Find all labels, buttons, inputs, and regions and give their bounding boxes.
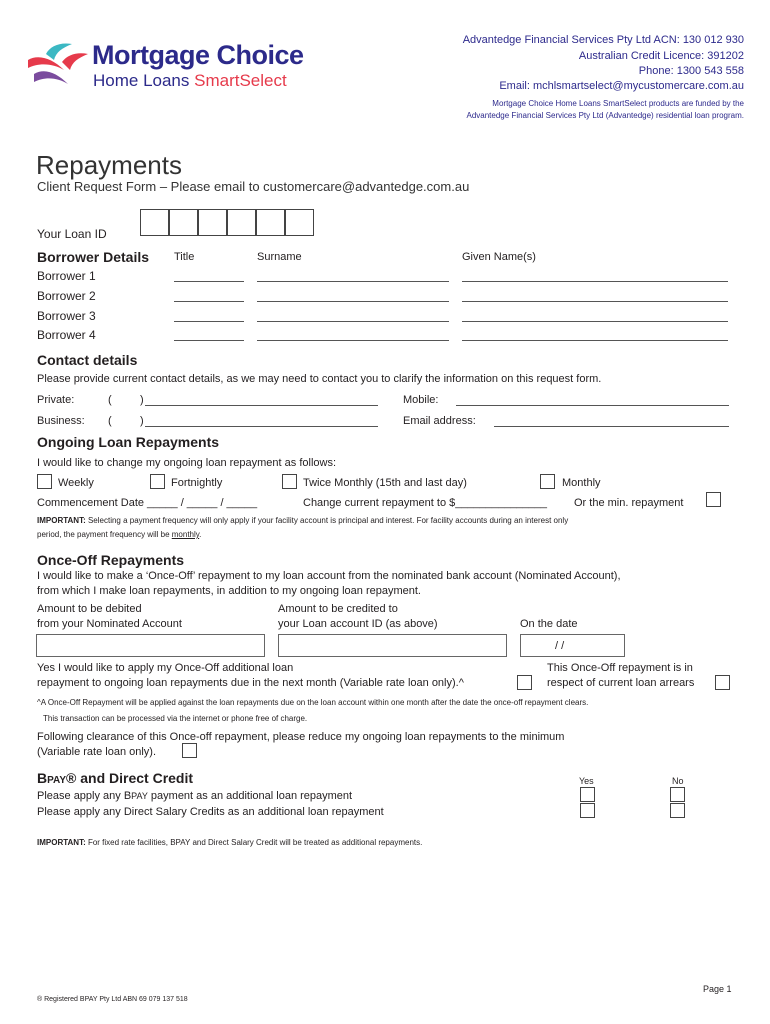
twice-monthly-checkbox[interactable] [282,474,297,489]
ongoing-heading: Ongoing Loan Repayments [37,434,220,450]
logo-subtitle: Home Loans SmartSelect [93,71,287,90]
registered-note: ® Registered BPAY Pty Ltd ABN 69 079 137 518 [37,996,188,1003]
header-note-1: Mortgage Choice Home Loans SmartSelect products are funded by the [492,99,744,108]
header-licence: Australian Credit Licence: 391202 [578,50,744,62]
fortnightly-checkbox[interactable] [150,474,165,489]
logo-brand: Mortgage Choice [92,40,304,70]
internet-note: This transaction can be processed via the internet or phone free of charge. [43,714,308,723]
bpay-important: IMPORTANT: For fixed rate facilities, BPAY and Direct Salary Credit will be treated as additional repayments. [37,838,423,847]
caret-note: ^A Once-Off Repayment will be applied against the loan repayments due on the loan account within one month after the date the once-off repayment clears. [37,698,589,707]
arrears-label-2: respect of current loan arrears [547,677,695,689]
loan-id-cell[interactable] [256,209,285,236]
private-paren-open: ( [108,394,112,406]
private-phone-field[interactable] [145,405,378,406]
min-repayment-label: Or the min. repayment [574,497,684,509]
title-field[interactable] [174,321,244,322]
col-given-names: Given Name(s) [462,251,536,263]
given-names-field[interactable] [462,281,728,282]
title-field[interactable] [174,281,244,282]
commencement-date-field[interactable]: Commencement Date _____ / _____ / _____ [37,497,258,509]
page-subtitle: Client Request Form – Please email to customercare@advantedge.com.au [37,179,470,194]
surname-field[interactable] [257,281,449,282]
fortnightly-label: Fortnightly [171,477,223,489]
loan-id-cell[interactable] [198,209,227,236]
date-input[interactable] [520,634,625,657]
monthly-checkbox[interactable] [540,474,555,489]
private-paren-close: ) [140,394,144,406]
reduce-minimum-checkbox[interactable] [182,743,197,758]
email-field[interactable] [494,426,729,427]
ongoing-intro: I would like to change my ongoing loan repayment as follows: [37,457,337,469]
given-names-field[interactable] [462,340,728,341]
following-label-2: (Variable rate loan only). [37,746,157,758]
borrower-row-label: Borrower 2 [37,289,96,303]
bpay-heading: BPAY® and Direct Credit [37,770,194,786]
weekly-checkbox[interactable] [37,474,52,489]
salary-no-checkbox[interactable] [670,803,685,818]
arrears-checkbox[interactable] [715,675,730,690]
bpay-no-checkbox[interactable] [670,787,685,802]
loan-id-cell[interactable] [227,209,256,236]
loan-id-cell[interactable] [169,209,198,236]
onceoff-intro-2: from which I make loan repayments, in addition to my ongoing loan repayment. [37,585,421,597]
business-paren-close: ) [140,415,144,427]
business-paren-open: ( [108,415,112,427]
monthly-label: Monthly [562,477,601,489]
given-names-field[interactable] [462,321,728,322]
surname-field[interactable] [257,340,449,341]
onceoff-heading: Once-Off Repayments [37,552,185,568]
col-surname: Surname [257,251,302,263]
surname-field[interactable] [257,301,449,302]
business-phone-field[interactable] [145,426,378,427]
debit-label-1: Amount to be debited [37,603,142,615]
change-repayment-field[interactable]: Change current repayment to $_______________ [303,497,548,509]
loan-id-label: Your Loan ID [37,227,107,241]
salary-credit-line: Please apply any Direct Salary Credits as an additional loan repayment [37,806,384,818]
ongoing-important-2: period, the payment frequency will be monthly. [37,530,202,539]
yes-column-label: Yes [579,776,594,786]
surname-field[interactable] [257,321,449,322]
date-separators: / / [555,640,565,652]
col-title: Title [174,251,195,263]
following-label-1: Following clearance of this Once-off repayment, please reduce my ongoing loan repayments to the minimum [37,731,565,743]
header-note-2: Advantedge Financial Services Pty Ltd (Advantedge) residential loan program. [466,111,744,120]
private-label: Private: [37,394,75,406]
mobile-label: Mobile: [403,394,439,406]
given-names-field[interactable] [462,301,728,302]
borrower-row-label: Borrower 4 [37,328,96,342]
contact-intro: Please provide current contact details, as we may need to contact you to clarify the information on this request form. [37,373,602,385]
header-phone: Phone: 1300 543 558 [638,65,744,77]
business-label: Business: [37,415,85,427]
apply-ongoing-checkbox[interactable] [517,675,532,690]
onceoff-intro-1: I would like to make a ‘Once-Off’ repayment to my loan account from the nominated bank account (Nominated Account), [37,570,621,582]
email-label: Email address: [403,415,476,427]
mortgage-choice-logo-mark [24,40,90,92]
borrower-heading: Borrower Details [37,249,150,265]
salary-yes-checkbox[interactable] [580,803,595,818]
page-title: Repayments [36,150,182,180]
credit-label-2: your Loan account ID (as above) [278,618,438,630]
loan-id-cell[interactable] [140,209,169,236]
debit-label-2: from your Nominated Account [37,618,182,630]
weekly-label: Weekly [58,477,94,489]
credit-label-1: Amount to be credited to [278,603,398,615]
arrears-label-1: This Once-Off repayment is in [547,662,693,674]
borrower-row-label: Borrower 1 [37,269,96,283]
no-column-label: No [672,776,684,786]
title-field[interactable] [174,301,244,302]
page-number: Page 1 [703,984,732,994]
loan-id-cell[interactable] [285,209,314,236]
apply-ongoing-label-1: Yes I would like to apply my Once-Off additional loan [37,662,294,674]
min-repayment-checkbox[interactable] [706,492,721,507]
debit-amount-input[interactable] [36,634,265,657]
contact-heading: Contact details [37,352,138,368]
apply-ongoing-label-2: repayment to ongoing loan repayments due in the next month (Variable rate loan only).^ [37,677,464,689]
on-date-label: On the date [520,618,578,630]
title-field[interactable] [174,340,244,341]
bpay-line: Please apply any BPAY payment as an additional loan repayment [37,790,353,802]
header-email: Email: mchlsmartselect@mycustomercare.com.au [499,80,744,92]
twice-monthly-label: Twice Monthly (15th and last day) [303,477,467,489]
ongoing-important-1: IMPORTANT: Selecting a payment frequency will only apply if your facility account is principal and interest. For facility accounts during an interest only [37,516,569,525]
mobile-field[interactable] [456,405,729,406]
bpay-yes-checkbox[interactable] [580,787,595,802]
credit-amount-input[interactable] [278,634,507,657]
borrower-row-label: Borrower 3 [37,309,96,323]
header-company: Advantedge Financial Services Pty Ltd ACN: 130 012 930 [462,34,744,46]
